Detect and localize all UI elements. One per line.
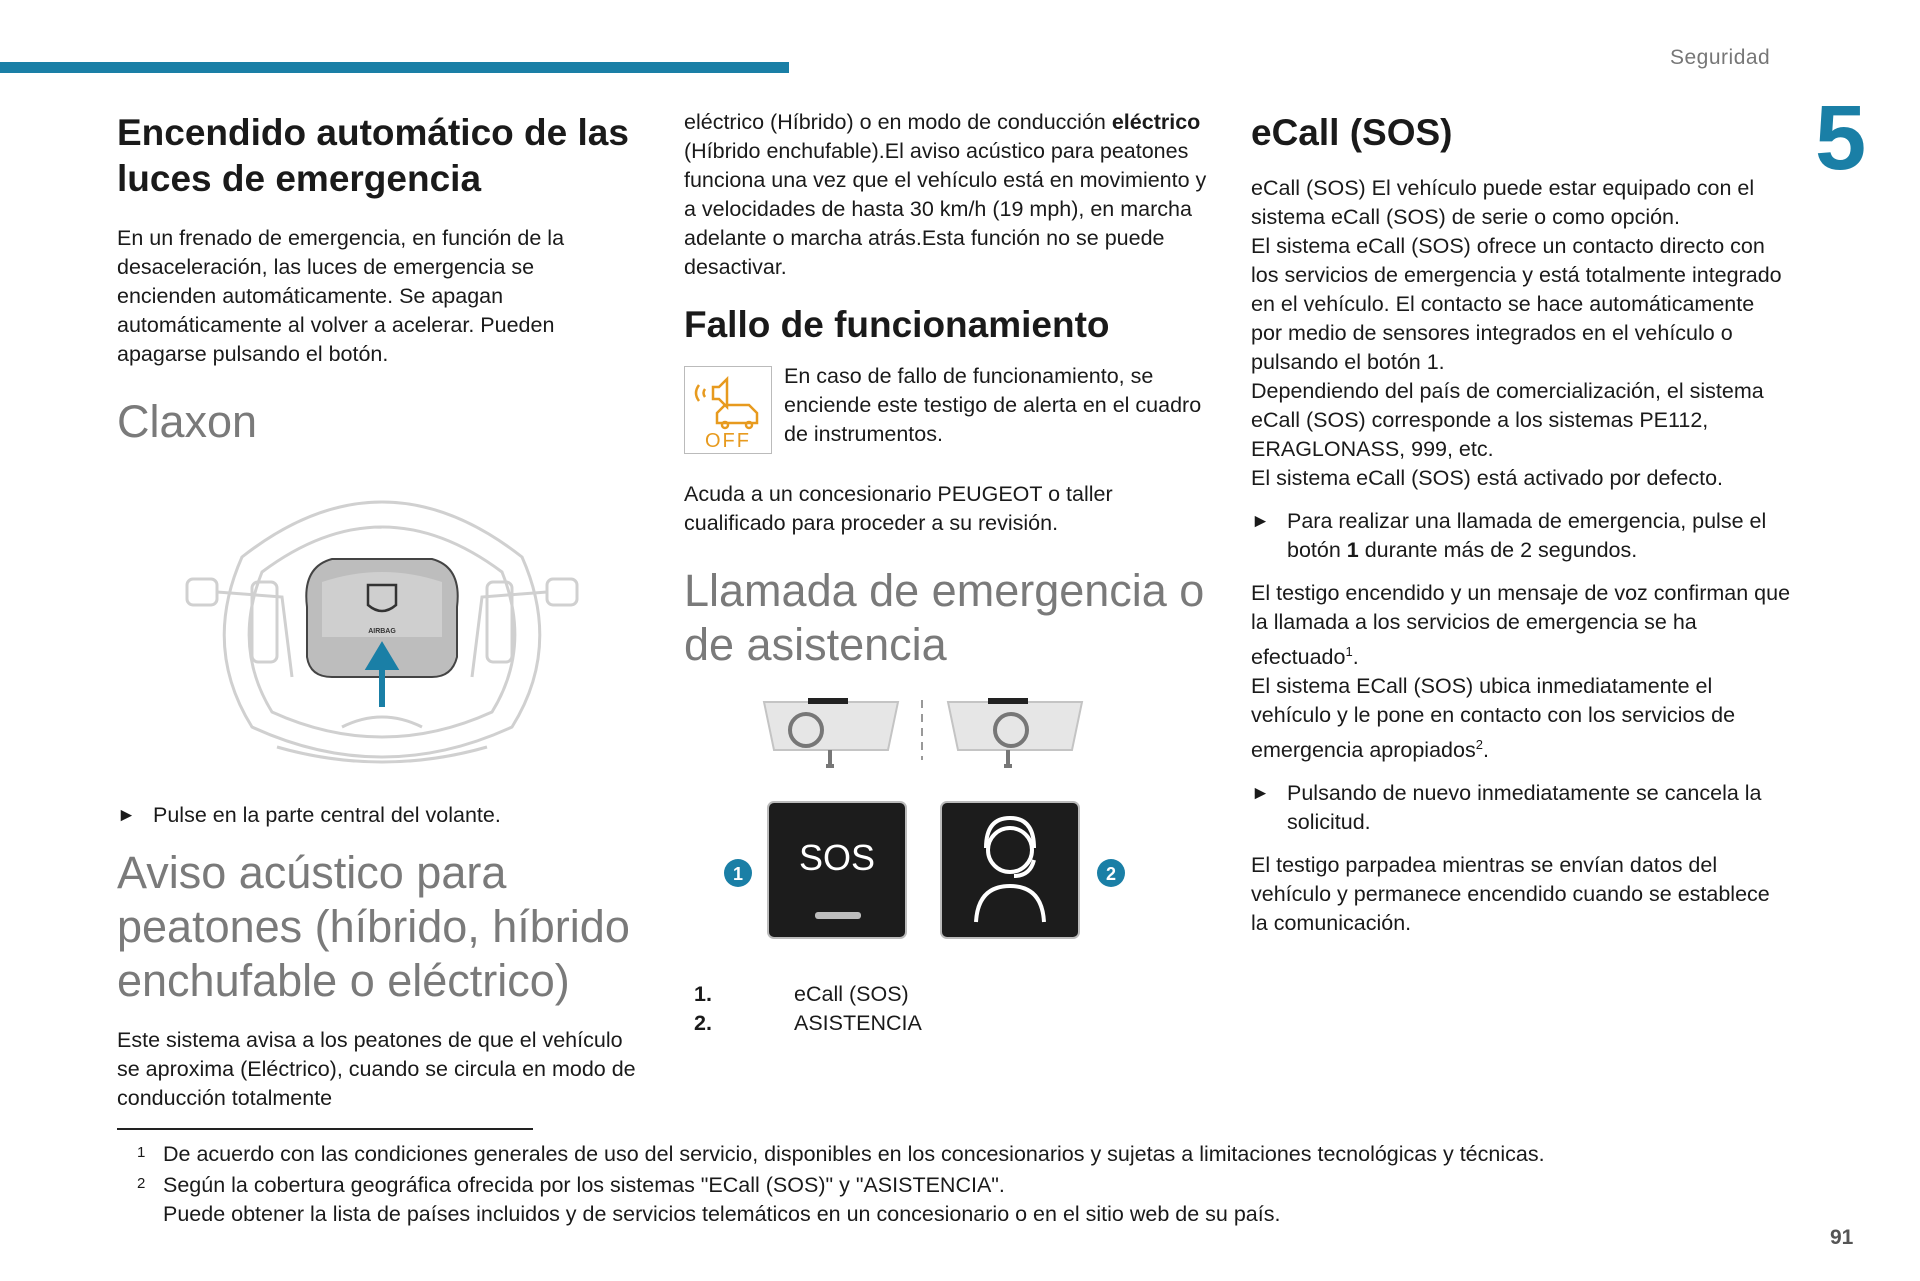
horn-bullet: [117, 801, 637, 830]
horn-bullet-text: Pulse en la parte central del volante.: [153, 802, 501, 827]
legend-label-2: ASISTENCIA: [794, 1010, 922, 1035]
footnote-1-text: De acuerdo con las condiciones generales de uso del servicio, disponibles en los concesionarios y sujetas a limitaciones tecnológicas y técnicas.: [163, 1142, 1545, 1166]
ecall-confirm: El testigo encendido y un mensaje de voz confirman que la llamada a los servicios de emergencia se ha efectuado$^1$.: [1251, 580, 1791, 670]
legend-num-1: 1.: [694, 981, 712, 1006]
ecall-bullet-2: [1251, 779, 1791, 837]
bullet1-text-b: durante más de 2 segundos.: [1358, 537, 1638, 562]
continued-bold: eléctrico: [1111, 110, 1201, 134]
header-accent-bar: [0, 62, 789, 73]
locate-text: El sistema ECall (SOS) ubica inmediatamente el vehículo y le pone en contacto con los servicios de emergencia apropiados: [1251, 674, 1736, 763]
bullet1-bold: 1: [1346, 537, 1359, 562]
page-number: 91: [1830, 1226, 1854, 1249]
warning-row: [684, 362, 1214, 454]
ecall-blink-text: El testigo parpadea mientras se envían datos del vehículo y permanece encendido cuando se establece la comunicación.: [1251, 853, 1770, 936]
confirm-text: El testigo encendido y un mensaje de voz confirman que la llamada a los servicios de emergencia se ha efectuado: [1251, 580, 1791, 670]
ecall-locate: El sistema ECall (SOS) ubica inmediatamente el vehículo y le pone en contacto con los servicios de emergencia apropiados$^2$.: [1251, 674, 1736, 763]
footnote-ref-2: 2: [1475, 737, 1483, 753]
pedestrian-alert-warning-icon: [684, 366, 772, 454]
hazard-lights-title: Encendido automático de las luces de emergencia: [117, 112, 629, 199]
footnote-2-mark: 2: [137, 1175, 146, 1192]
footnote-2-text-2: Puede obtener la lista de países incluidos y de servicios telemáticos en un concesionario o en el sitio web de su país.: [163, 1202, 1281, 1226]
bullet2-text: Pulsando de nuevo inmediatamente se cancela la solicitud.: [1287, 781, 1762, 835]
ecall-title: eCall (SOS): [1251, 112, 1453, 153]
sos-label: SOS: [798, 836, 876, 878]
legend-num-2: 2.: [694, 1010, 712, 1035]
hazard-lights-text: En un frenado de emergencia, en función de la desaceleración, las luces de emergencia se encienden automáticamente. Se apagan automáticamente al volver a acelerar. Pueden apagarse pulsando el botón.: [117, 225, 565, 366]
continued-text-a: eléctrico (Híbrido) o en modo de conducción: [684, 110, 1112, 134]
footnote-ref-1: 1: [1345, 643, 1353, 659]
figure-legend: [694, 980, 1214, 1038]
pedestrian-continued-text: [684, 108, 1214, 282]
continued-text-b: (Híbrido enchufable).El aviso acústico para peatones funciona una vez que el vehículo está en movimiento y a velocidades de hasta 30 km/h (19 mph), en marcha adelante o marcha atrás.Esta función no se puede desactivar.: [684, 139, 1207, 279]
footnote-1: [137, 1140, 1813, 1169]
arrow-icon: ►: [1251, 783, 1270, 805]
malfunction-title: Fallo de funcionamiento: [684, 304, 1110, 345]
pedestrian-text: Este sistema avisa a los peatones de que el vehículo se aproxima (Eléctrico), cuando se circula en modo de conducción totalmente: [117, 1027, 636, 1110]
warning-icon-label: OFF: [705, 429, 751, 452]
emergency-buttons-illustration: [708, 690, 1138, 980]
bullet1-text-a: Para realizar una llamada de emergencia, pulse el botón: [1287, 508, 1767, 562]
emergency-title: Llamada de emergencia o de asistencia: [684, 564, 1205, 670]
footnote-rule: [117, 1128, 533, 1130]
footnote-1-mark: 1: [137, 1144, 146, 1161]
warning-text: En caso de fallo de funcionamiento, se enciende este testigo de alerta en el cuadro de instrumentos.: [784, 363, 1202, 446]
footnote-2-text: Según la cobertura geográfica ofrecida por los sistemas "ECall (SOS)" y "ASISTENCIA".: [163, 1173, 1005, 1197]
dealer-text: Acuda a un concesionario PEUGEOT o taller cualificado para proceder a su revisión.: [684, 481, 1113, 535]
pedestrian-title: Aviso acústico para peatones (híbrido, híbrido enchufable o eléctrico): [117, 846, 630, 1006]
column-3: [1251, 110, 1791, 952]
arrow-icon: ►: [1251, 510, 1270, 532]
horn-title: Claxon: [117, 395, 258, 447]
ecall-bullet-1: [1251, 507, 1791, 565]
footnote-2: [137, 1171, 1813, 1229]
legend-label-1: eCall (SOS): [794, 981, 909, 1006]
chapter-number: 5: [1815, 87, 1867, 189]
ecall-intro: eCall (SOS) El vehículo puede estar equipado con el sistema eCall (SOS) de serie o como opción. El sistema eCall (SOS) ofrece un contacto directo con los servicios de emergencia y está totalmente integrado en el vehículo. El contacto se hace automáticamente por medio de sensores integrados en el vehículo o pulsando el botón 1. Dependiendo del país de comercialización, el sistema eCall (SOS) corresponde a los sistemas PE112, ERAGLONASS, 999, etc. El sistema eCall (SOS) está activado por defecto.: [1251, 175, 1782, 490]
steering-wheel-illustration: [182, 467, 582, 787]
callout-2-label: 2: [1105, 863, 1117, 884]
column-2: [684, 110, 1214, 1038]
callout-1-label: 1: [732, 863, 744, 884]
column-1: [117, 110, 637, 1127]
section-name: Seguridad: [1670, 46, 1771, 69]
airbag-badge: AIRBAG: [368, 627, 396, 635]
arrow-icon: ►: [117, 804, 136, 826]
